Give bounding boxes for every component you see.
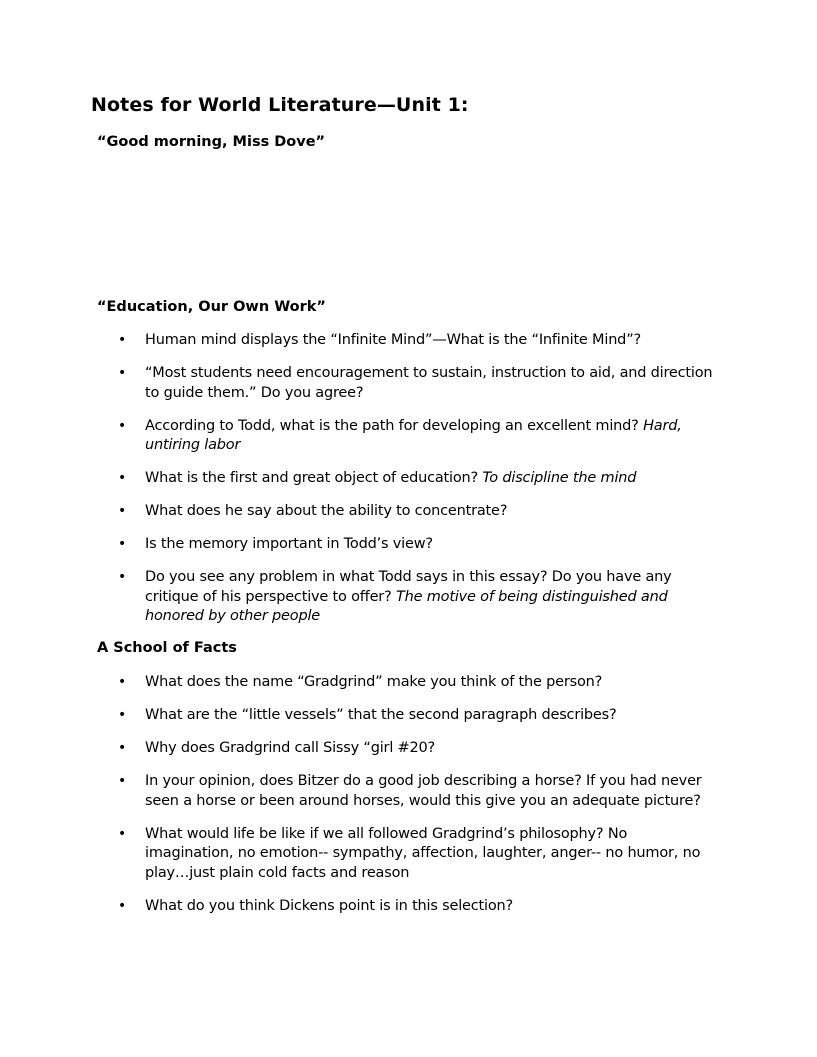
question-text: “Most students need encouragement to sustain, instruction to aid, and direction to guide them.” Do you agree? — [145, 365, 713, 401]
question-text: What do you think Dickens point is in this selection? — [145, 897, 514, 914]
bullet-icon: • — [118, 470, 127, 486]
bullet-icon: • — [118, 569, 127, 585]
list-item — [0, 825, 715, 884]
question-text: Is the memory important in Todd’s view? — [145, 536, 433, 552]
list-item — [0, 568, 715, 627]
bullet-icon: • — [118, 740, 127, 756]
list-item — [0, 673, 715, 693]
list-item — [0, 502, 715, 522]
bullet-icon: • — [118, 773, 127, 789]
bullet-icon: • — [118, 503, 127, 519]
list-item — [0, 417, 715, 456]
section-heading-miss-dove: “Good morning, Miss Dove” — [97, 134, 326, 150]
bullet-icon: • — [118, 897, 127, 914]
bullet-icon: • — [118, 536, 127, 552]
question-text: What would life be like if we all followed Gradgrind’s philosophy? No imagination, no emotion-- sympathy, affection, laughter, anger-- no humor, no play…just plain cold facts and reason — [145, 825, 701, 881]
question-text: Do you see any problem in what Todd says in this essay? Do you have any critique of his perspective to offer? — [145, 569, 672, 605]
bullet-icon: • — [118, 417, 127, 434]
list-item — [0, 364, 715, 403]
question-text: Human mind displays the “Infinite Mind”—What is the “Infinite Mind”? — [145, 332, 641, 348]
list-item — [0, 739, 715, 759]
section-heading-school-of-facts: A School of Facts — [97, 640, 237, 656]
question-text: According to Todd, what is the path for developing an excellent mind? — [145, 417, 644, 434]
bullet-icon: • — [118, 707, 127, 723]
answer-text: The motive of being distinguished and honored by other people — [145, 588, 668, 624]
question-text: Why does Gradgrind call Sissy “girl #20? — [145, 740, 436, 756]
question-text: What are the “little vessels” that the second paragraph describes? — [145, 707, 617, 723]
list-item — [0, 469, 715, 489]
bullet-icon: • — [118, 825, 127, 842]
bullet-icon: • — [118, 332, 127, 348]
page-title: Notes for World Literature—Unit 1: — [91, 94, 469, 116]
question-text: What does the name “Gradgrind” make you think of the person? — [145, 674, 603, 690]
school-of-facts-question-list — [0, 673, 817, 930]
answer-text: To discipline the mind — [482, 470, 637, 486]
list-item — [0, 535, 715, 555]
list-item — [0, 706, 715, 726]
education-question-list — [0, 331, 817, 640]
list-item — [0, 331, 715, 351]
answer-text: Hard, untiring labor — [145, 417, 682, 453]
question-text: What does he say about the ability to concentrate? — [145, 503, 508, 519]
list-item — [0, 772, 715, 811]
section-heading-education: “Education, Our Own Work” — [97, 299, 326, 315]
question-text: What is the first and great object of education? — [145, 470, 483, 486]
bullet-icon: • — [118, 365, 127, 381]
list-item — [0, 897, 715, 917]
bullet-icon: • — [118, 674, 127, 690]
question-text: In your opinion, does Bitzer do a good job describing a horse? If you had never seen a horse or been around horses, would this give you an adequate picture? — [145, 773, 702, 809]
